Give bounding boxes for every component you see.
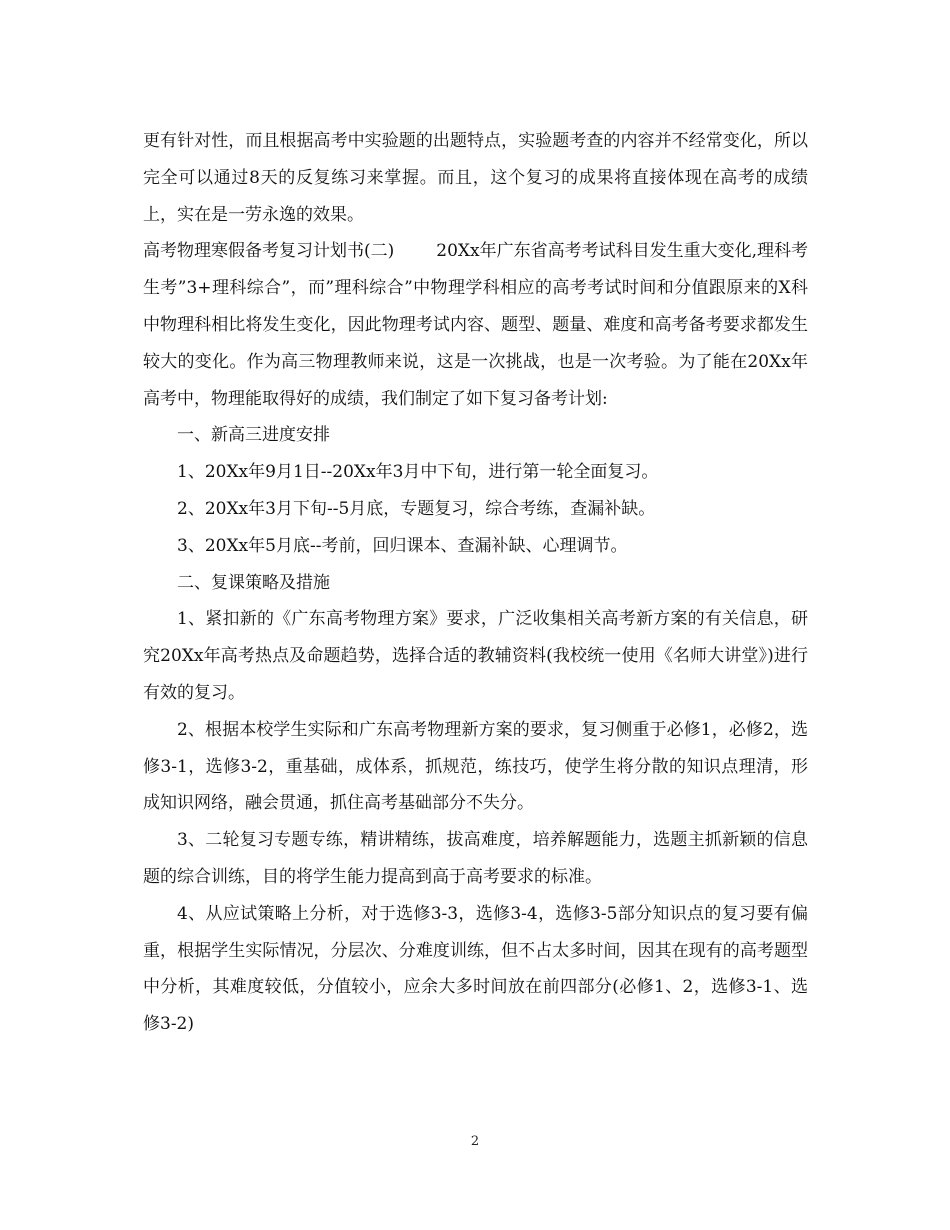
schedule-item-1: 1、20Xx年9月1日--20Xx年3月中下旬，进行第一轮全面复习。 [177, 462, 659, 483]
strategy-item-3: 3、二轮复习专题专练，精讲精练，拔高难度，培养解题能力，选题主抓新颖的信息题的综合训练，目的将学生能力提高到高于高考要求的标准。 [143, 830, 808, 887]
document-body [143, 123, 808, 1043]
strategy-item-4: 4、从应试策略上分析，对于选修3-3，选修3-4，选修3-5部分知识点的复习要有偏重，根据学生实际情况，分层次、分难度训练，但不占太多时间，因其在现有的高考题型中分析，其难度较低，分值较小，应余大多时间放在前四部分(必修1、2，选修3-1、选修3-2) [143, 903, 808, 1035]
heading-schedule: 一、新高三进度安排 [177, 425, 330, 446]
section-title: 高考物理寒假备考复习计划书(二) [143, 241, 395, 262]
strategy-item-1: 1、紧扣新的《广东高考物理方案》要求，广泛收集相关高考新方案的有关信息，研究20Xx年高考热点及命题趋势，选择合适的教辅资料(我校统一使用《名师大讲堂》)进行有效的复习。 [143, 609, 808, 703]
heading-strategy: 二、复课策略及措施 [177, 572, 330, 593]
paragraph-title-line [143, 233, 808, 417]
intro-text: 20Xx年广东省高考考试科目发生重大变化,理科考生考”3+理科综合”，而”理科综合”中物理学科相应的高考考试时间和分值跟原来的X科中物理科相比将发生变化，因此物理考试内容、题型、题量、难度和高考备考要求都发生较大的变化。作为高三物理教师来说，这是一次挑战，也是一次考验。为了能在20Xx年高考中，物理能取得好的成绩，我们制定了如下复习备考计划: [143, 241, 808, 409]
strategy-item-2: 2、根据本校学生实际和广东高考物理新方案的要求，复习侧重于必修1，必修2，选修3-1，选修3-2，重基础，成体系，抓规范，练技巧，使学生将分散的知识点理清，形成知识网络，融会贯通，抓住高考基础部分不失分。 [143, 719, 808, 814]
paragraph-continuation: 更有针对性，而且根据高考中实验题的出题特点，实验题考查的内容并不经常变化，所以完全可以通过8天的反复练习来掌握。而且，这个复习的成果将直接体现在高考的成绩上，实在是一劳永逸的效果。 [143, 131, 808, 225]
schedule-item-2: 2、20Xx年3月下旬--5月底，专题复习，综合考练，查漏补缺。 [177, 498, 656, 519]
schedule-item-3: 3、20Xx年5月底--考前，回归课本、查漏补缺、心理调节。 [177, 535, 628, 556]
page-number: 2 [470, 1134, 480, 1149]
